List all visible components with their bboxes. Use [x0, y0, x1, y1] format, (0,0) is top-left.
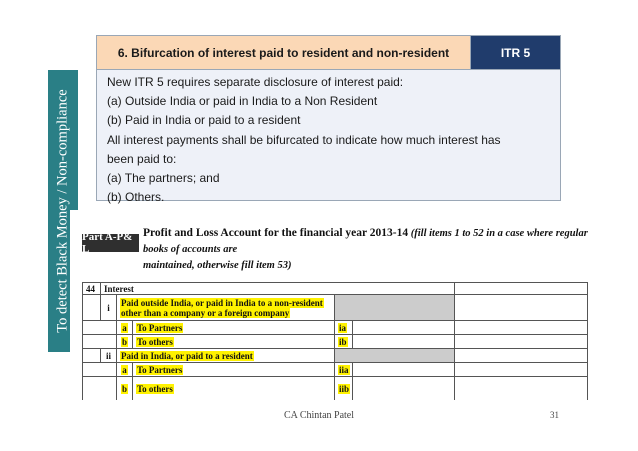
row-label: [116, 349, 334, 362]
table-row: [82, 282, 588, 294]
row-label: [116, 295, 334, 320]
row-value: [454, 295, 588, 320]
row-value: [454, 335, 588, 348]
table-row: [82, 348, 588, 362]
row-letter: [116, 335, 132, 348]
row-indent: [82, 295, 100, 320]
row-label-line-1: Paid outside India, or paid in India to a non-resident: [121, 297, 323, 308]
row-code: [334, 363, 352, 376]
description-line: (b) Others.: [107, 190, 165, 205]
description-line: All interest payments shall be bifurcated to indicate how much interest has: [107, 132, 501, 147]
row-code: [334, 377, 352, 400]
row-indent: [82, 321, 116, 334]
shaded-cell: [334, 295, 454, 320]
row-label: [132, 377, 334, 400]
footer-author: CA Chintan Patel: [284, 410, 354, 421]
side-banner-text: To detect Black Money / Non-compliance: [54, 89, 71, 333]
row-input: [352, 363, 454, 376]
row-indent: [82, 363, 116, 376]
table-right-border: [587, 282, 588, 400]
row-code-text: iia: [339, 364, 349, 375]
row-label-text: To others: [137, 383, 173, 394]
part-tag: Part A-P& L: [82, 234, 139, 252]
row-letter-text: b: [121, 336, 127, 347]
row-label: Interest: [100, 283, 454, 294]
description-line: New ITR 5 requires separate disclosure of interest paid:: [107, 75, 404, 89]
row-input: [352, 335, 454, 348]
row-value: [454, 349, 588, 362]
description-line: (a) The partners; and: [107, 171, 220, 186]
shaded-cell: [334, 349, 454, 362]
row-letter: [116, 377, 132, 400]
itr-tag: ITR 5: [471, 36, 560, 69]
row-code-text: ib: [339, 336, 347, 347]
row-input: [352, 377, 454, 400]
row-label-text: Paid in India, or paid to a resident: [121, 350, 253, 361]
row-label: [132, 321, 334, 334]
table-row: [82, 294, 588, 320]
description-line: been paid to:: [107, 151, 177, 166]
table-row: [82, 362, 588, 376]
description-line: (b) Paid in India or paid to a resident: [107, 113, 301, 128]
form-title: [143, 225, 588, 274]
row-number: 44: [82, 283, 100, 294]
row-value: [454, 321, 588, 334]
section-header: [96, 35, 561, 70]
description-line: (a) Outside India or paid in India to a Non Resident: [107, 94, 378, 109]
row-indent: [82, 335, 116, 348]
row-label: [132, 335, 334, 348]
row-number: ii: [100, 349, 116, 362]
form-excerpt: [70, 210, 590, 400]
form-title-bold: Profit and Loss Account for the financial year 2013-14: [143, 227, 409, 239]
row-label-text: To Partners: [137, 322, 183, 333]
row-value: [454, 377, 588, 400]
table-row: [82, 320, 588, 334]
interest-table: [82, 282, 588, 400]
row-indent: [82, 377, 116, 400]
table-row: [82, 376, 588, 400]
row-code-text: iib: [339, 383, 350, 394]
form-title-note-2: maintained, otherwise fill item 53): [143, 260, 292, 271]
row-label-text: To Partners: [137, 364, 183, 375]
table-row: [82, 334, 588, 348]
row-value: [454, 363, 588, 376]
row-letter-text: a: [122, 364, 127, 375]
row-letter: [116, 321, 132, 334]
row-input: [352, 321, 454, 334]
row-label: [132, 363, 334, 376]
page-number: 31: [550, 410, 559, 420]
row-code-text: ia: [339, 322, 347, 333]
row-code: [334, 335, 352, 348]
form-title-note-1: (fill items 1 to 52 in a case where regular books of accounts are: [143, 228, 588, 255]
row-letter-text: a: [122, 322, 127, 333]
row-value: [454, 283, 588, 294]
section-title: 6. Bifurcation of interest paid to resident and non-resident: [97, 36, 471, 69]
form-header: [70, 210, 590, 271]
row-letter: [116, 363, 132, 376]
row-letter-text: b: [121, 383, 127, 394]
row-label-text: To others: [137, 336, 173, 347]
row-indent: [82, 349, 100, 362]
row-label-line-2: other than a company or a foreign company: [121, 307, 290, 318]
description-box: [96, 70, 561, 205]
row-number: i: [100, 295, 116, 320]
row-code: [334, 321, 352, 334]
